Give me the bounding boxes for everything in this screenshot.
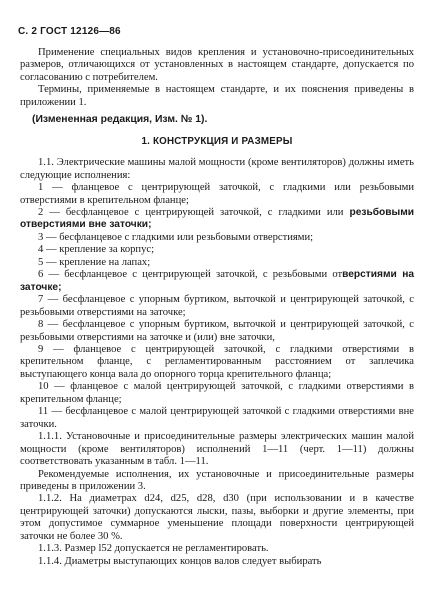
spacer xyxy=(20,148,414,157)
item-10: 10 — фланцевое с малой центрирующей заточкой, с гладкими отверстиями в крепительном фланце; xyxy=(20,381,414,405)
item-3: 3 — бесфланцевое с гладкими или резьбовыми отверстиями; xyxy=(38,231,314,243)
item-2 xyxy=(20,207,414,232)
item-2-bold-text: резьбовыми отверстиями вне заточки; xyxy=(20,206,414,231)
item-4: 4 — крепление за корпус; xyxy=(38,244,155,256)
item-1: 1 — фланцевое с центрирующей заточкой, с гладкими или резьбовыми отверстиями в крепительном фланце; xyxy=(20,182,414,206)
page-header: С. 2 ГОСТ 12126—86 xyxy=(18,26,121,37)
item-9: 9 — фланцевое с центрирующей заточкой, с гладкими отверстиями в крепительном фланце, с регламентированным расстоянием от заплечика выступающего конца вала до опорного торца крепительного фланца; xyxy=(20,343,414,380)
amendment-note: (Измененная редакция, Изм. № 1). xyxy=(32,114,208,126)
clause-1-1-1-note: Рекомендуемые исполнения, их установочные и присоединительные размеры приведены в приложении 3. xyxy=(20,468,414,492)
clause-1-1: 1.1. Электрические машины малой мощности (кроме вентиляторов) должны иметь следующие исполнения: xyxy=(20,157,414,181)
item-6-text: 6 — бесфланцевое с центрирующей заточкой, с резьбовыми от xyxy=(38,269,343,281)
section-title: 1. КОНСТРУКЦИЯ И РАЗМЕРЫ xyxy=(141,135,293,147)
item-8: 8 — бесфланцевое с упорным буртиком, выточкой и центрирующей заточкой, с резьбовыми отверстиями на заточке и (или) вне заточки, xyxy=(20,319,414,343)
document-body xyxy=(20,47,414,568)
item-6 xyxy=(20,269,414,294)
clause-1-1-2: 1.1.2. На диаметрах d24, d25, d28, d30 (при использовании и в качестве центрирующей заточки) допускаются лыски, пазы, выборки и другие элементы, при этом допустимое суммарное уменьшение площади поверхности центрирующей заточки не более 30 %. xyxy=(20,493,414,542)
clause-1-1-1: 1.1.1. Установочные и присоединительные размеры электрических машин малой мощности (кроме вентиляторов) исполнений 1—11 (черт. 1—11) должны соответствовать указанным в табл. 1—11. xyxy=(20,431,414,468)
item-2-text: 2 — бесфланцевое с центрирующей заточкой, с гладкими или xyxy=(38,206,344,218)
item-5: 5 — крепление на лапах; xyxy=(38,256,151,268)
clause-1-1-3: 1.1.3. Размер l52 допускается не регламентировать. xyxy=(38,543,269,555)
item-11: 11 — бесфланцевое с малой центрирующей заточкой с гладкими отверстиями вне заточки. xyxy=(20,406,414,430)
intro-paragraph-1: Применение специальных видов крепления и установочно-присоединительных размеров, отличающихся от установленных в настоящем стандарте, допускается по согласованию с потребителем. xyxy=(20,47,414,83)
intro-paragraph-2: Термины, применяемые в настоящем стандарте, и их пояснения приведены в приложении 1. xyxy=(20,84,414,108)
spacer xyxy=(20,127,414,136)
clause-1-1-4: 1.1.4. Диаметры выступающих концов валов следует выбирать xyxy=(38,555,322,567)
item-6-bold-text: верстиями на заточке; xyxy=(20,269,415,293)
item-7: 7 — бесфланцевое с упорным буртиком, выточкой и центрирующей заточкой, с резьбовыми отверстиями на заточке; xyxy=(20,294,414,318)
